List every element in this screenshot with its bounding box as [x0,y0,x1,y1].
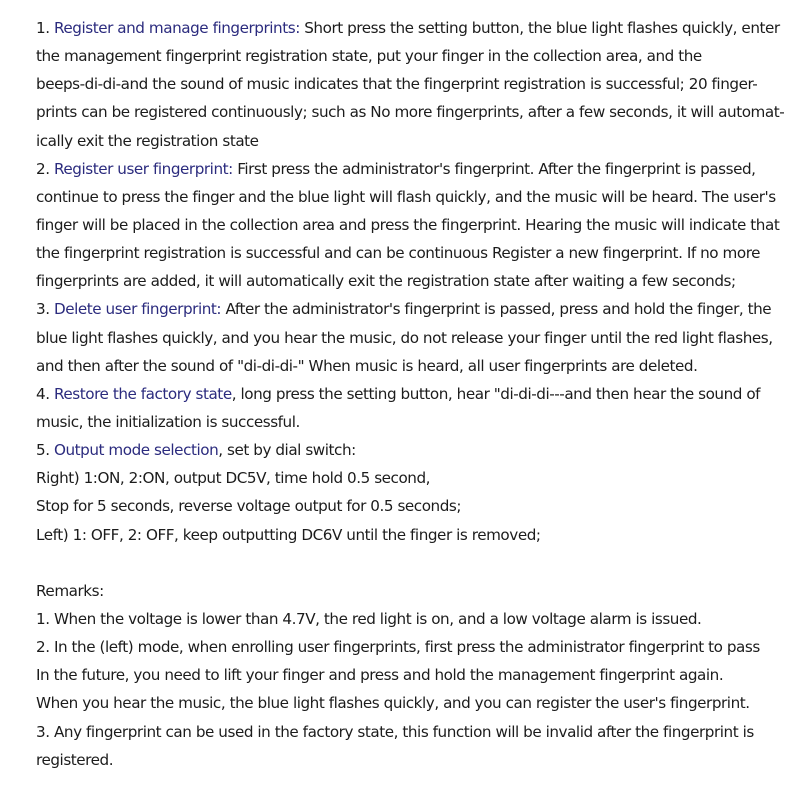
text-line [36,14,786,42]
text-line: music, the initialization is successful. [36,412,300,431]
remark-line: In the future, you need to lift your finger and press and hold the management fingerprint again. [36,666,724,685]
section-restore-factory-state [36,380,786,436]
line-text: , long press the setting button, hear "di-di-di---and then hear the sound of [231,384,761,403]
remark-line: When you hear the music, the blue light flashes quickly, and you can register the user's fingerprint. [36,694,750,713]
section-heading: Register user fingerprint: [53,159,233,178]
remarks-section [36,577,786,774]
text-line: ically exit the registration state [36,131,259,150]
section-heading: Restore the factory state [53,384,232,403]
remark-line: 3. Any fingerprint can be used in the factory state, this function will be invalid after the fingerprint is [36,722,754,741]
text-line: continue to press the finger and the blue light will flash quickly, and the music will be heard. The user's [36,187,776,206]
instruction-document [36,14,786,774]
item-number: 3. [36,300,54,319]
item-number: 4. [36,384,54,403]
spacer [36,549,786,577]
remark-line: 2. In the (left) mode, when enrolling user fingerprints, first press the administrator fingerprint to pass [36,638,760,657]
section-register-user-fingerprint [36,155,786,296]
line-text: Short press the setting button, the blue light flashes quickly, enter [299,19,780,37]
text-line: the management fingerprint registration state, put your finger in the collection area, and the [36,47,702,66]
line-text: After the administrator's fingerprint is passed, press and hold the finger, the [221,300,772,319]
text-line [36,380,786,408]
line-text: First press the administrator's fingerprint. After the fingerprint is passed, [232,159,756,178]
text-line: prints can be registered continuously; such as No more fingerprints, after a few seconds, it will automat- [36,103,785,122]
text-line [36,295,786,323]
section-heading: Register and manage fingerprints: [53,19,300,37]
text-line [36,155,786,183]
item-number: 5. [36,441,54,460]
item-number: 1. [36,19,54,37]
text-line: Right) 1:ON, 2:ON, output DC5V, time hold 0.5 second, [36,469,431,488]
text-line: and then after the sound of "di-di-di-" When music is heard, all user fingerprints are deleted. [36,356,698,375]
text-line: finger will be placed in the collection area and press the fingerprint. Hearing the music will indicate that [36,215,780,234]
section-delete-user-fingerprint [36,295,786,379]
line-text: , set by dial switch: [218,441,356,460]
text-line [36,436,786,464]
remarks-title: Remarks: [36,581,104,600]
section-output-mode-selection [36,436,786,549]
item-number: 2. [36,159,54,178]
text-line: blue light flashes quickly, and you hear the music, do not release your finger until the red light flashes, [36,328,773,347]
section-heading: Output mode selection [53,441,219,460]
text-line: fingerprints are added, it will automatically exit the registration state after waiting a few seconds; [36,272,736,291]
text-line: beeps-di-di-and the sound of music indicates that the fingerprint registration is successful; 20 finger- [36,75,758,94]
text-line: Stop for 5 seconds, reverse voltage output for 0.5 seconds; [36,497,462,516]
section-register-manage-fingerprints [36,14,786,155]
remark-line: registered. [36,750,114,769]
section-heading: Delete user fingerprint: [53,300,222,319]
text-line: Left) 1: OFF, 2: OFF, keep outputting DC6V until the finger is removed; [36,525,541,544]
text-line: the fingerprint registration is successful and can be continuous Register a new fingerprint. If no more [36,244,761,263]
remark-line: 1. When the voltage is lower than 4.7V, the red light is on, and a low voltage alarm is issued. [36,609,702,628]
